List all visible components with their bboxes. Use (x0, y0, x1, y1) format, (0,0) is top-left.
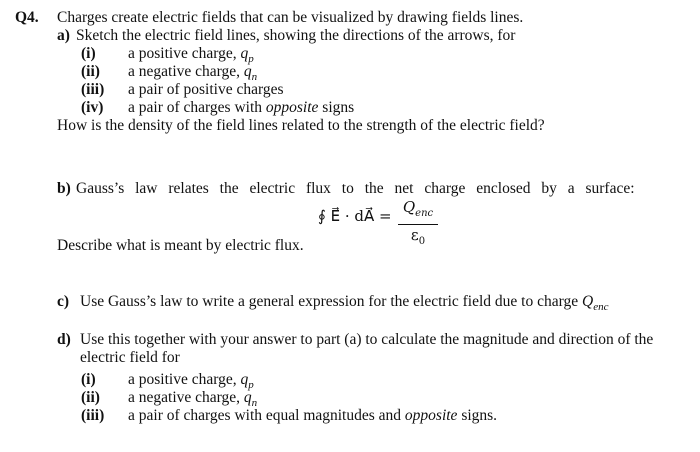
part-d-item-1-subscript: p (248, 379, 254, 392)
density-question: How is the density of the field lines related to the strength of the electric field? (57, 117, 545, 134)
part-d-item-2-number: (ii) (81, 389, 100, 406)
part-d-item-3-text: a pair of charges with equal magnitudes and (128, 407, 405, 424)
formula-fraction (398, 199, 438, 250)
part-d-item-3-emphasis: opposite (404, 407, 458, 424)
part-c-text: Use Gauss’s law to write a general expression for the electric field due to charge (80, 293, 582, 310)
part-b-label: b) (57, 180, 71, 197)
part-a-item-4-text: a pair of charges with (128, 99, 266, 116)
part-d-item-3-tail: signs. (457, 407, 498, 424)
formula-denominator-symbol: ε (410, 226, 419, 244)
formula-left-side: ∮ E⃗ · dA⃗ = (318, 207, 392, 225)
part-c-label: c) (57, 293, 70, 310)
part-a-item-4-emphasis: opposite (265, 99, 319, 116)
part-a-item-2-text: a negative charge, (128, 63, 244, 80)
part-d-item-2-symbol: q (243, 389, 252, 406)
part-c-symbol: Q (582, 293, 594, 310)
part-d-item-3-number: (iii) (81, 407, 105, 424)
part-c (80, 293, 608, 316)
part-d-item-1-symbol: q (240, 371, 249, 388)
part-a-item-3-text: a pair of positive charges (128, 81, 284, 98)
part-d-item-1-number: (i) (81, 371, 96, 388)
question-number: Q4. (15, 9, 39, 26)
part-a-item-1-subscript: p (248, 53, 254, 66)
part-a-item-4-tail: signs (318, 99, 355, 116)
part-a-item-2-symbol: q (243, 63, 252, 80)
part-a-item-2-number: (ii) (81, 63, 100, 80)
formula-numerator (398, 199, 438, 222)
part-d-label: d) (57, 331, 71, 348)
formula-numerator-symbol: Q (402, 198, 416, 216)
part-a-item-1-symbol: q (240, 45, 249, 62)
formula-denominator-subscript: 0 (418, 236, 426, 247)
part-a-item-1-number: (i) (81, 45, 96, 62)
part-d-item-2-subscript: n (251, 397, 258, 410)
part-a-item-4 (128, 99, 354, 117)
part-a-label: a) (57, 27, 70, 44)
part-a-item-3-number: (iii) (81, 81, 105, 98)
part-d-item-3 (128, 407, 497, 425)
formula-denominator (398, 227, 438, 250)
part-d-text-line-1: Use this together with your answer to part (a) to calculate the magnitude and direction of the (80, 331, 654, 348)
part-d-text-line-2: electric field for (80, 349, 180, 366)
part-a-item-1-text: a positive charge, (128, 45, 241, 62)
flux-question: Describe what is meant by electric flux. (57, 237, 304, 254)
fraction-bar (398, 224, 438, 225)
part-c-subscript: enc (593, 301, 609, 314)
part-d-item-2-text: a negative charge, (128, 389, 244, 406)
part-b-text: Gauss’s law relates the electric flux to the net charge enclosed by a surface: (76, 180, 635, 197)
part-d-item-1-text: a positive charge, (128, 371, 241, 388)
formula-numerator-subscript: enc (415, 208, 434, 219)
part-a-text: Sketch the electric field lines, showing the directions of the arrows, for (76, 27, 516, 44)
part-a-item-2-subscript: n (251, 71, 258, 84)
question-intro: Charges create electric fields that can be visualized by drawing fields lines. (57, 9, 524, 26)
part-a-item-4-number: (iv) (81, 99, 104, 116)
